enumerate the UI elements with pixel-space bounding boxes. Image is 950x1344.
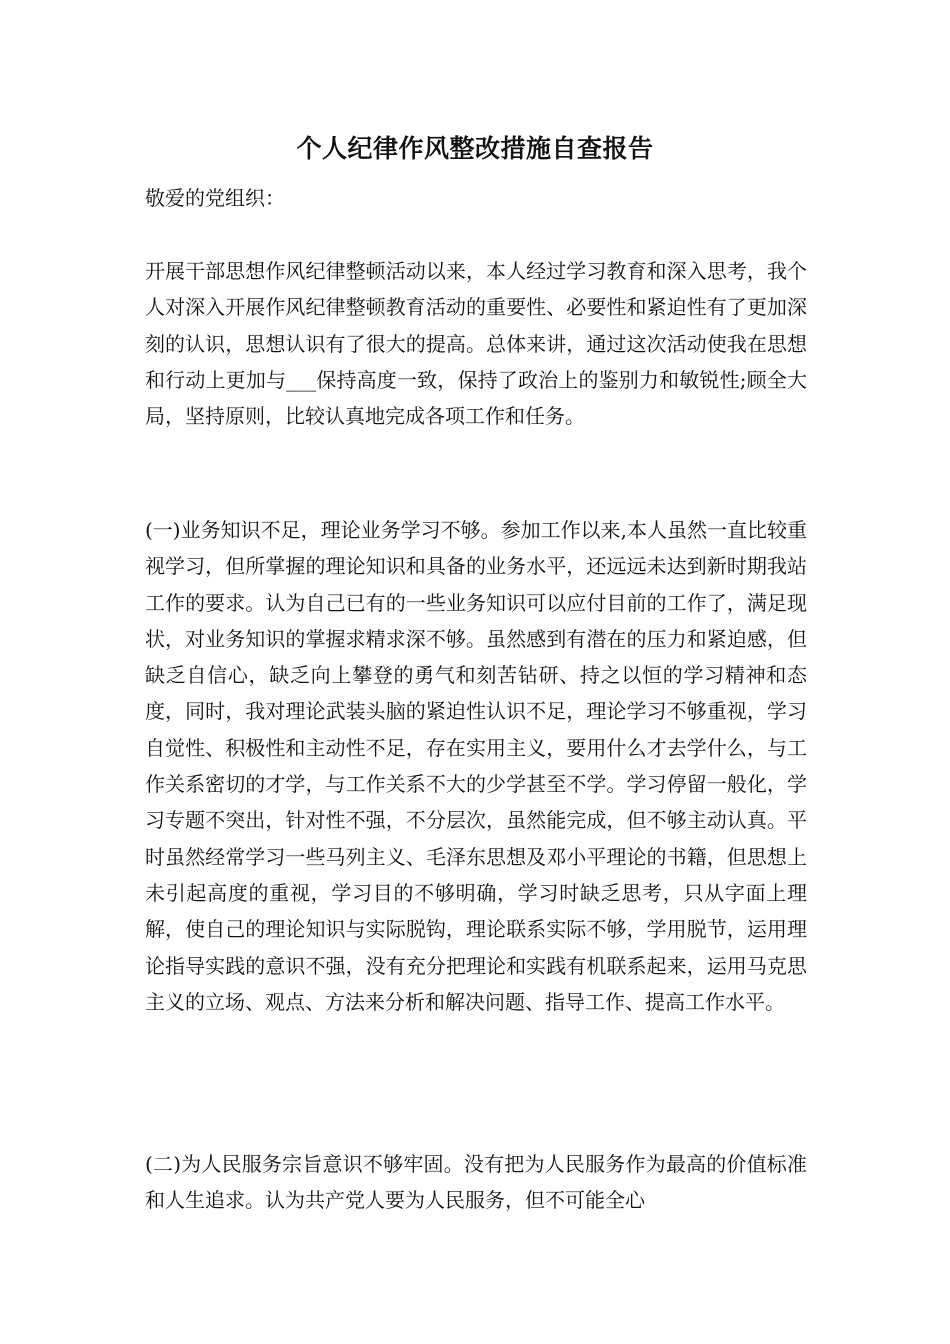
- document-title: 个人纪律作风整改措施自查报告: [296, 134, 654, 163]
- paragraph-section-1: (一)业务知识不足，理论业务学习不够。参加工作以来,本人虽然一直比较重视学习，但所掌握的理论知识和具备的业务水平，还远远未达到新时期我站工作的要求。认为自己已有的一些业务知识可以应付目前的工作了，满足现状，对业务知识的掌握求精求深不够。虽然感到有潜在的压力和紧迫感，但缺乏自信心，缺乏向上攀登的勇气和刻苦钻研、持之以恒的学习精神和态度，同时，我对理论武装头脑的紧迫性认识不足，理论学习不够重视，学习自觉性、积极性和主动性不足，存在实用主义，要用什么才去学什么，与工作关系密切的才学，与工作关系不大的少学甚至不学。学习停留一般化，学习专题不突出，针对性不强，不分层次，虽然能完成，但不够主动认真。平时虽然经常学习一些马列主义、毛泽东思想及邓小平理论的书籍，但思想上未引起高度的重视，学习目的不够明确，学习时缺乏思考，只从字面上理解，使自己的理论知识与实际脱钩，理论联系实际不够，学用脱节，运用理论指导实践的意识不强，没有充分把理论和实践有机联系起来，运用马克思主义的立场、观点、方法来分析和解决问题、指导工作、提高工作水平。: [145, 518, 807, 1014]
- paragraph-section-2: (二)为人民服务宗旨意识不够牢固。没有把为人民服务作为最高的价值标准和人生追求。认为共产党人要为人民服务，但不可能全心: [145, 1152, 807, 1213]
- paragraph-intro: 开展干部思想作风纪律整顿活动以来，本人经过学习教育和深入思考，我个人对深入开展作风纪律整顿教育活动的重要性、必要性和紧迫性有了更加深刻的认识，思想认识有了很大的提高。总体来讲，通过这次活动使我在思想和行动上更加与___保持高度一致，保持了政治上的鉴别力和敏锐性;顾全大局，坚持原则，比较认真地完成各项工作和任务。: [145, 259, 807, 429]
- salutation: 敬爱的党组织：: [145, 186, 285, 210]
